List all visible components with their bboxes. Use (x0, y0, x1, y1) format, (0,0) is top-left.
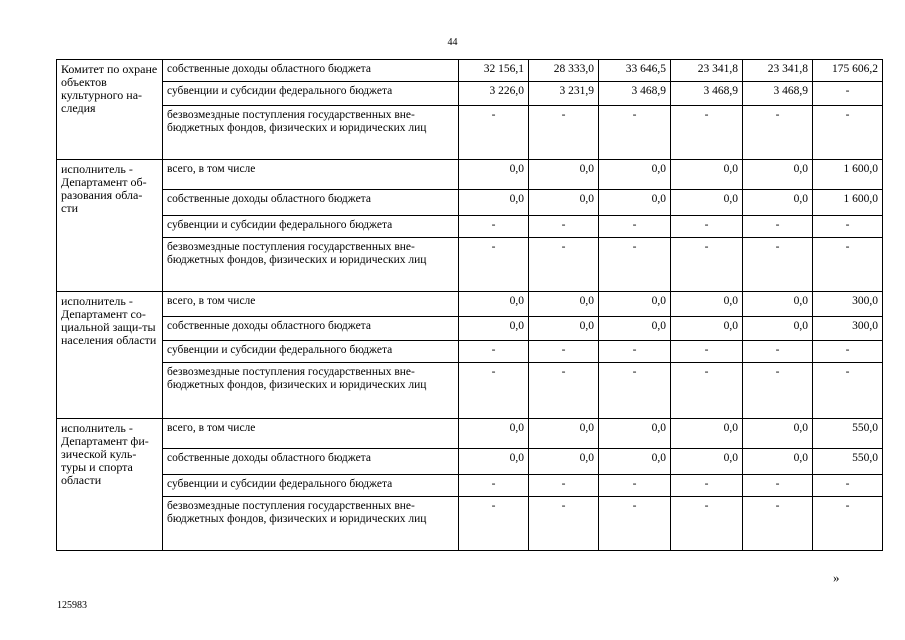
value-cell: - (813, 497, 883, 551)
funding-source-cell: собственные доходы областного бюджета (163, 317, 459, 341)
value-cell: - (813, 216, 883, 238)
value-cell: 0,0 (671, 419, 743, 449)
funding-source-cell: собственные доходы областного бюджета (163, 449, 459, 475)
table-row (57, 449, 883, 475)
value-cell: - (529, 216, 599, 238)
value-cell: 0,0 (671, 160, 743, 190)
value-cell: 0,0 (671, 190, 743, 216)
value-cell: - (813, 341, 883, 363)
value-cell: - (459, 363, 529, 419)
table-row (57, 106, 883, 160)
value-cell: - (459, 475, 529, 497)
value-cell: 0,0 (529, 190, 599, 216)
value-cell: 0,0 (529, 449, 599, 475)
table-row (57, 82, 883, 106)
value-cell: - (599, 238, 671, 292)
value-cell: - (671, 497, 743, 551)
value-cell: 300,0 (813, 317, 883, 341)
value-cell: 0,0 (459, 449, 529, 475)
value-cell: - (599, 497, 671, 551)
value-cell: - (459, 341, 529, 363)
value-cell: - (671, 106, 743, 160)
value-cell: 0,0 (599, 317, 671, 341)
table-row (57, 497, 883, 551)
value-cell: 0,0 (743, 419, 813, 449)
table-row (57, 60, 883, 82)
value-cell: 32 156,1 (459, 60, 529, 82)
value-cell: 0,0 (529, 419, 599, 449)
funding-source-cell: собственные доходы областного бюджета (163, 60, 459, 82)
value-cell: 3 468,9 (599, 82, 671, 106)
funding-source-cell: собственные доходы областного бюджета (163, 190, 459, 216)
value-cell: 0,0 (599, 419, 671, 449)
funding-source-cell: субвенции и субсидии федерального бюджета (163, 82, 459, 106)
value-cell: - (813, 475, 883, 497)
table-row (57, 160, 883, 190)
value-cell: 0,0 (671, 449, 743, 475)
value-cell: - (599, 216, 671, 238)
value-cell: - (813, 238, 883, 292)
table-row (57, 216, 883, 238)
value-cell: - (459, 497, 529, 551)
value-cell: - (599, 363, 671, 419)
value-cell: 0,0 (743, 190, 813, 216)
table-row (57, 419, 883, 449)
page-number: 44 (447, 37, 458, 48)
table-row (57, 363, 883, 419)
value-cell: 0,0 (599, 160, 671, 190)
value-cell: - (743, 497, 813, 551)
value-cell: 0,0 (529, 292, 599, 317)
value-cell: 0,0 (671, 292, 743, 317)
value-cell: 0,0 (743, 292, 813, 317)
value-cell: 3 468,9 (671, 82, 743, 106)
value-cell: - (529, 238, 599, 292)
table-row (57, 341, 883, 363)
value-cell: 175 606,2 (813, 60, 883, 82)
value-cell: 23 341,8 (743, 60, 813, 82)
value-cell: 0,0 (743, 449, 813, 475)
value-cell: - (743, 106, 813, 160)
funding-source-cell: всего, в том числе (163, 292, 459, 317)
value-cell: 3 226,0 (459, 82, 529, 106)
value-cell: - (671, 475, 743, 497)
value-cell: 0,0 (599, 292, 671, 317)
value-cell: - (743, 238, 813, 292)
value-cell: - (671, 238, 743, 292)
table-row (57, 190, 883, 216)
closing-quote: » (833, 570, 840, 585)
value-cell: - (529, 475, 599, 497)
value-cell: 0,0 (599, 190, 671, 216)
value-cell: - (529, 106, 599, 160)
table-row (57, 238, 883, 292)
executor-cell: исполнитель - Департамент об-разования обла-сти (57, 160, 163, 292)
value-cell: - (813, 82, 883, 106)
funding-source-cell: безвозмездные поступления государственных вне-бюджетных фондов, физических и юридических лиц (163, 363, 459, 419)
value-cell: 0,0 (459, 317, 529, 341)
value-cell: 1 600,0 (813, 190, 883, 216)
value-cell: 28 333,0 (529, 60, 599, 82)
value-cell: 0,0 (529, 317, 599, 341)
value-cell: - (813, 106, 883, 160)
value-cell: - (599, 106, 671, 160)
value-cell: - (743, 216, 813, 238)
value-cell: 0,0 (743, 317, 813, 341)
funding-source-cell: безвозмездные поступления государственных вне-бюджетных фондов, физических и юридических лиц (163, 238, 459, 292)
funding-source-cell: всего, в том числе (163, 419, 459, 449)
value-cell: 3 468,9 (743, 82, 813, 106)
funding-source-cell: безвозмездные поступления государственных вне-бюджетных фондов, физических и юридических лиц (163, 106, 459, 160)
value-cell: - (671, 341, 743, 363)
funding-source-cell: безвозмездные поступления государственных вне-бюджетных фондов, физических и юридических лиц (163, 497, 459, 551)
budget-table-body (57, 60, 883, 551)
value-cell: - (671, 216, 743, 238)
value-cell: - (599, 341, 671, 363)
value-cell: 550,0 (813, 419, 883, 449)
value-cell: - (529, 497, 599, 551)
executor-cell: исполнитель - Департамент со-циальной защи-ты населения области (57, 292, 163, 419)
executor-cell: исполнитель - Департамент фи-зической куль-туры и спорта области (57, 419, 163, 551)
value-cell: 0,0 (599, 449, 671, 475)
value-cell: 3 231,9 (529, 82, 599, 106)
value-cell: 33 646,5 (599, 60, 671, 82)
value-cell: - (529, 341, 599, 363)
funding-source-cell: субвенции и субсидии федерального бюджета (163, 216, 459, 238)
value-cell: - (743, 341, 813, 363)
value-cell: 1 600,0 (813, 160, 883, 190)
value-cell: 0,0 (671, 317, 743, 341)
table-row (57, 317, 883, 341)
value-cell: - (743, 363, 813, 419)
budget-table (56, 59, 883, 551)
executor-cell: Комитет по охране объектов культурного на-следия (57, 60, 163, 160)
document-code: 125983 (57, 600, 87, 611)
value-cell: - (743, 475, 813, 497)
table-row (57, 475, 883, 497)
value-cell: 23 341,8 (671, 60, 743, 82)
funding-source-cell: всего, в том числе (163, 160, 459, 190)
value-cell: - (813, 363, 883, 419)
table-row (57, 292, 883, 317)
value-cell: - (459, 216, 529, 238)
value-cell: - (459, 238, 529, 292)
value-cell: 0,0 (459, 190, 529, 216)
value-cell: - (671, 363, 743, 419)
value-cell: 0,0 (459, 160, 529, 190)
value-cell: 0,0 (743, 160, 813, 190)
funding-source-cell: субвенции и субсидии федерального бюджета (163, 475, 459, 497)
value-cell: - (529, 363, 599, 419)
value-cell: 0,0 (459, 292, 529, 317)
value-cell: 0,0 (529, 160, 599, 190)
value-cell: 550,0 (813, 449, 883, 475)
value-cell: 0,0 (459, 419, 529, 449)
value-cell: - (599, 475, 671, 497)
funding-source-cell: субвенции и субсидии федерального бюджета (163, 341, 459, 363)
value-cell: 300,0 (813, 292, 883, 317)
value-cell: - (459, 106, 529, 160)
